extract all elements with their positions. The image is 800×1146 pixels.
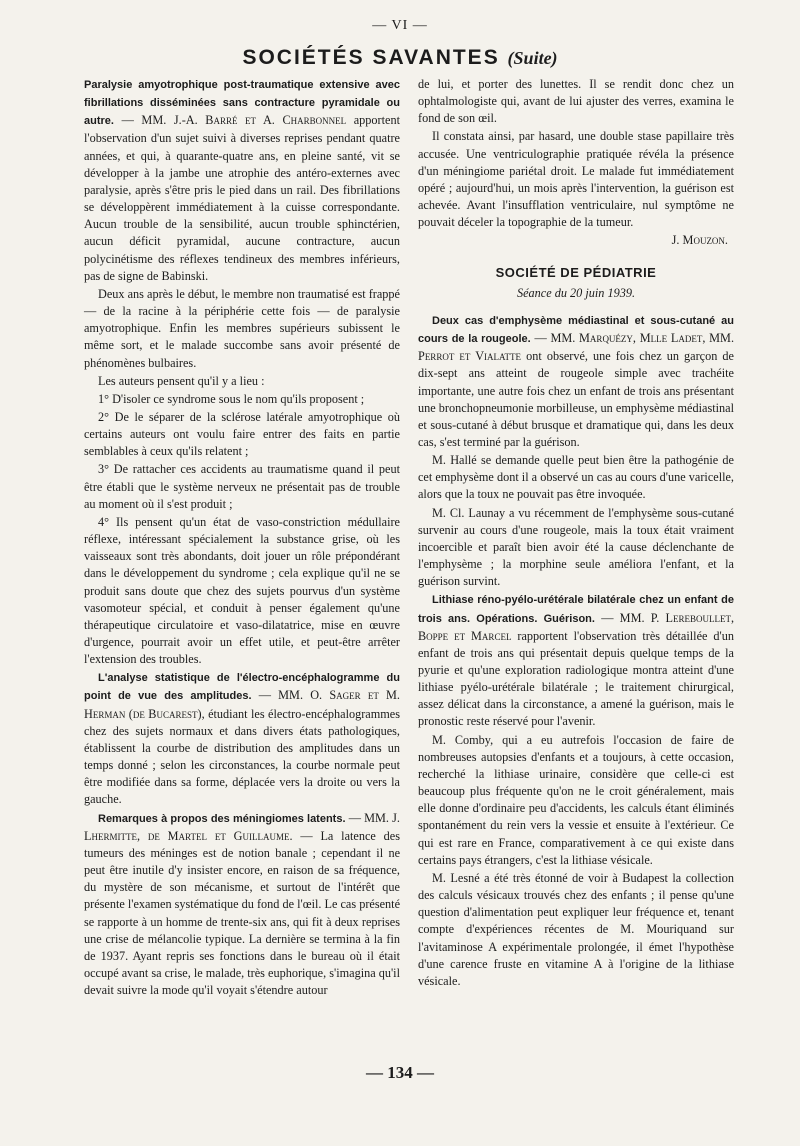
article-paralysie [84,76,400,285]
article-text: apportent l'observation d'un sujet suivi à diverses reprises pendant quatre années, et qui, à quarante-quatre ans, en pleine santé, vit se développer à la jambe une atrophie des antéro-externes avec paralysie, après s'être pris le pied dans un rail. Des fibrillations se développèrent immédiatement à la cuisse correspondante. Aucun trouble de la sensibilité, aucun trouble sphinctérien, aucun déficit pyramidal, aucune contracture, aucun polycinétisme des réflexes tendineux des membres inférieurs, pas de signe de Babinski. [84,113,401,283]
article-title: Remarques à propos des méningiomes latents. [98,812,346,825]
paragraph: Deux ans après le début, le membre non traumatisé est frappé — de la racine à la périphérie cette fois — de paralysie amyotrophique. Enfin les membres supérieurs subissent le même sort, et le malade succombe sans avoir présenté de phénomènes bulbaires. [84,286,400,370]
article-eeg [84,669,400,808]
article-text: rapportent l'observation très détaillée d'un enfant de trois ans qui présentait depuis quelque temps de la pyurie et qu'une exploration radiologique montra atteint d'une lithiase pyélo-urétérale bilatérale ; le traitement chirurgical, assez délicat dans la circonstance, a amené la guérison, mais le pronostic reste réservé pour l'avenir. [418,628,734,729]
article-authors: — MM. P. Lereboullet, Boppe et Marcel [418,610,735,643]
paragraph: Il constata ainsi, par hasard, une double stase papillaire très accusée. Une ventriculographie pratiquée révéla la présence d'un méningiome pariétal droit. Le malade fut immédiatement opéré ; aujourd'hui, un mois après l'intervention, la guérison est achevée. Avant l'insufflation ventriculaire, nul symptôme ne pouvait déceler la topographie de la tumeur. [418,129,734,230]
paragraph: 4° Ils pensent qu'un état de vaso-constriction médullaire réflexe, intéressant spécialement la substance grise, où les vaisseaux sont très abondants, doit jouer un rôle prépondérant dans le développement du syndrome ; cela explique qu'il ne se produit sans doute que chez des sujets pourvus d'un système vasomoteur spécial, et conduit à penser également qu'une thérapeutique circulatoire et vaso-dilatatrice, mise en œuvre d'urgence, pourrait avoir un effet utile, et peut-être arrêter l'extension des troubles. [84,514,400,667]
article-authors: — MM. Marquézy, Mlle Ladet, MM. Perrot et Vialatte [418,331,735,364]
article-text: ont observé, une fois chez un garçon de dix-sept ans atteint de rougeole simple avec trachéite importante, une autre fois chez un enfant de trois ans présentant une bronchopneumonie morbilleuse, un emphysème médiastinal et sous-cutané à début brusque et dramatique qui, dans les deux cas, s'est terminé par la guérison. [418,349,734,449]
title-text: SOCIÉTÉS SAVANTES [242,46,500,69]
article-text: — La latence des tumeurs des méninges est de notion banale ; cependant il ne peut être inutile d'y insister encore, en raison de sa fréquence, du mystère de son mécanisme, et surtout de l'intérêt que présente l'examen systématique du fond de l'œil. Le cas présenté se rapporte à un homme de trente-six ans, qui fit à deux reprises une crise de mélancolie typique. La dernière se termina à la fin de 1937. Ayant repris ses fonctions dans le bureau où il était occupé avant sa crise, le malade, très euphorique, s'imagina qu'il devait suivre la mode qu'il voyait s'étendre autour [84,828,401,998]
paragraph: M. Cl. Launay a vu récemment de l'emphysème sous-cutané survenir au cours d'une rougeole, mais la toux était vraiment incoercible et paraît bien avoir été la cause déclenchante de l'emphysème ; la morphine seule améliora l'enfant, et la guérison survint. [418,505,734,589]
session-date: Séance du 20 juin 1939. [516,285,636,300]
paragraph: 2° De le séparer de la sclérose latérale amyotrophique où certains auteurs ont voulu faire entrer des faits en partie semblables à ceux qu'ils relatent ; [84,409,400,459]
paragraph: 3° De rattacher ces accidents au traumatisme quand il peut être établi que le système nerveux ne présentait pas de trouble au moment où il s'est produit ; [84,462,400,511]
paragraph: M. Comby, qui a eu autrefois l'occasion de faire de nombreuses autopsies d'enfants et a toujours, à cette occasion, recherché la lithiase urinaire, considère que celle-ci est beaucoup plus fréquente qu'on ne le croit généralement, mais elle donne d'ordinaire peu d'accidents, les calculs étant éliminés spontanément du rein vers la vessie et ensuite à l'extérieur. Ce qui est rare en France, comparativement à ce qui existe dans certains pays étrangers, c'est la lithiase vésicale. [418,732,734,867]
paragraph: Les auteurs pensent qu'il y a lieu : [98,373,265,388]
paragraph: 1° D'isoler ce syndrome sous le nom qu'ils proposent ; [98,391,365,406]
page-title [0,46,800,70]
page-roman-numeral: — VI — [372,18,428,33]
article-title: Deux cas d'emphysème médiastinal et sous-cutané au cours de la rougeole. [418,314,734,346]
paragraph: M. Hallé se demande quelle peut bien être la pathogénie de cet emphysème dont il a observé un cas au cours d'une varicelle, alors que la toux ne pouvait pas être invoquée. [418,453,734,502]
right-column [418,76,734,991]
paragraph: de lui, et porter des lunettes. Il se rendit donc chez un ophtalmologiste qui, avant de lui ajuster des verres, examina le fond de son œil. [418,77,734,126]
article-title: Paralysie amyotrophique post-traumatique extensive avec fibrillations disséminées sans contracture pyramidale ou autre. [84,79,400,128]
page-number: — 134 — [366,1063,434,1082]
signature: J. Mouzon. [671,233,728,248]
section-heading: SOCIÉTÉ DE PÉDIATRIE [495,264,657,280]
article-title: L'analyse statistique de l'électro-encéphalogramme du point de vue des amplitudes. [84,672,400,703]
article-authors: — MM. J.-A. Barré et A. Charbonnel [121,113,347,128]
article-authors: — MM. J. Lhermitte, de Martel et Guillaume. [84,810,400,843]
article-lithiase [418,591,734,730]
article-meningiomes [84,810,400,1000]
title-suite: (Suite) [507,48,558,68]
article-emphyseme [418,312,734,451]
left-column [84,76,400,1000]
paragraph: M. Lesné a été très étonné de voir à Budapest la collection des calculs vésicaux trouvés chez des enfants ; il pense qu'une question d'alimentation peut expliquer leur fréquence et, tenant compte d'expériences récentes de M. Mouriquand sur l'avitaminose A expérimentale prolongée, il émet l'hypothèse d'une carence fruste en vitamine A à l'origine de la lithiase vésicale. [418,870,734,988]
article-authors: — MM. O. Sager et M. Herman (de Bucarest), [84,688,400,721]
article-title: Lithiase réno-pyélo-urétérale bilatérale chez un enfant de trois ans. Opérations. Guérison. [418,594,734,625]
article-text: étudiant les électro-encéphalogrammes chez des sujets normaux et dans divers états pathologiques, établissent la courbe de distribution des amplitudes dans un temps donné ; selon les circonstances, la courbe normale peut être modifiée dans sa forme, déplacée vers la droite ou vers la gauche. [84,706,401,807]
